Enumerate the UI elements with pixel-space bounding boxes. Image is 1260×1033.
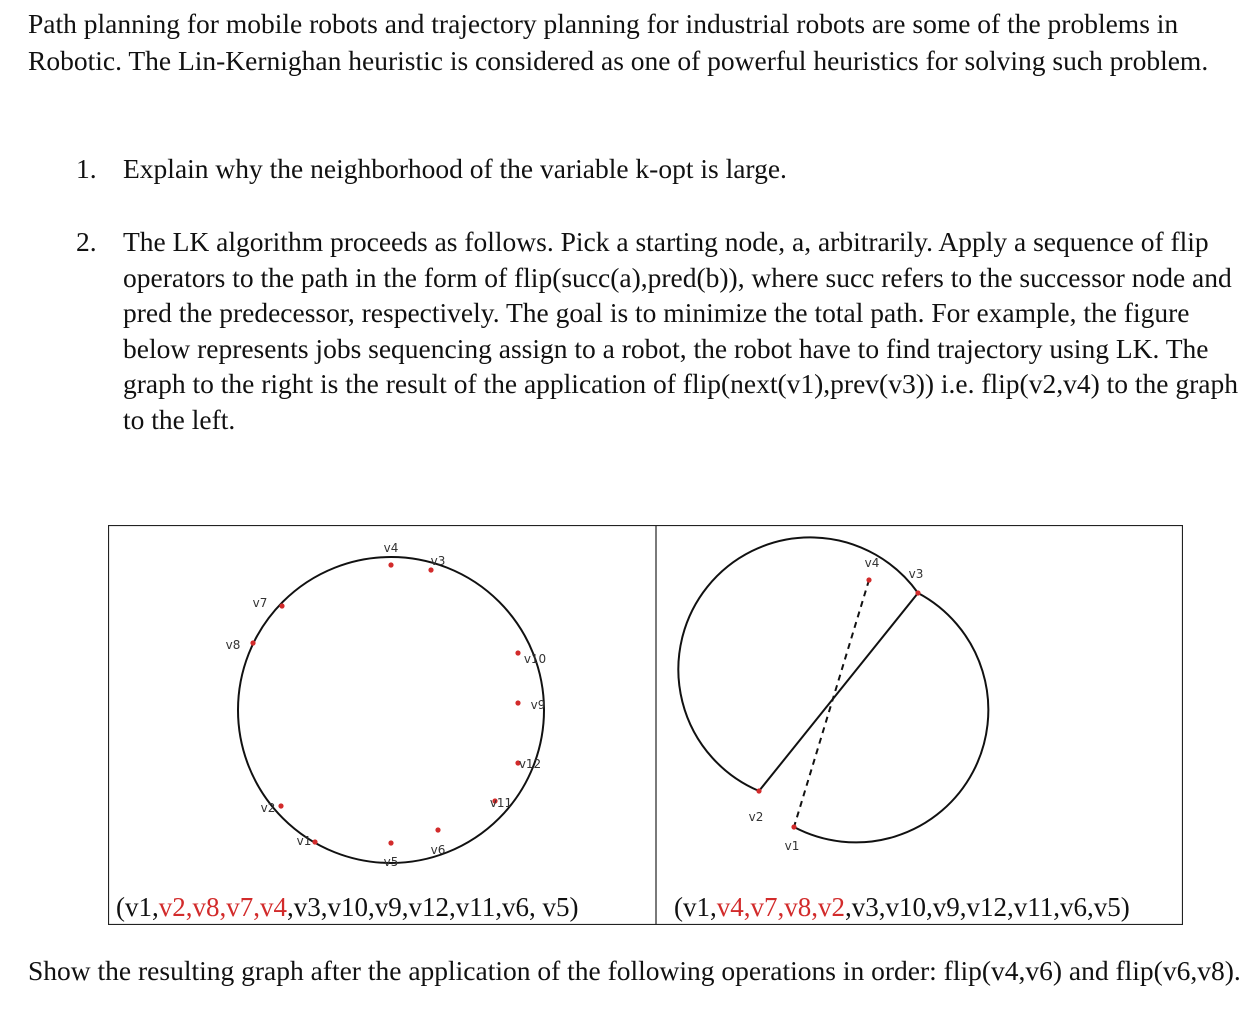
right-arc-upper bbox=[678, 537, 918, 791]
caption-part-2: ,v3,v10,v9,v12,v11,v6, v5) bbox=[287, 892, 579, 922]
node-label-v6: v6 bbox=[430, 843, 446, 857]
list-item-text: The LK algorithm proceeds as follows. Pick a starting node, a, arbitrarily. Apply a sequence of flip operators to the path in the form of flip(succ(a),pred(b)), where succ refers to the successor node and pred the predecessor, respectively. The goal is to minimize the total path. For example, the figure below represents jobs sequencing assign to a robot, the robot have to find trajectory using LK. The graph to the right is the result of the application of flip(next(v1),prev(v3)) i.e. flip(v2,v4) to the graph to the left. bbox=[123, 226, 1238, 435]
node-marker-v8 bbox=[250, 640, 255, 645]
node-label-v1: v1 bbox=[296, 834, 312, 848]
caption-part-0: (v1, bbox=[116, 892, 159, 922]
node-marker-v3 bbox=[428, 567, 433, 572]
node-label-v2: v2 bbox=[748, 810, 764, 824]
caption-part-2: ,v3,v10,v9,v12,v11,v6,v5) bbox=[845, 892, 1130, 922]
caption-part-1: v2,v8,v7,v4 bbox=[158, 892, 287, 922]
figure-frame bbox=[109, 526, 1183, 925]
node-label-v4: v4 bbox=[383, 541, 399, 555]
left-tour-cycle bbox=[238, 557, 547, 863]
node-marker-v7 bbox=[279, 603, 284, 608]
node-label-v1: v1 bbox=[784, 839, 800, 853]
node-label-v12: v12 bbox=[518, 757, 542, 771]
node-marker-v1 bbox=[312, 839, 317, 844]
left-graph bbox=[226, 541, 547, 869]
left-caption bbox=[116, 892, 579, 922]
node-label-v3: v3 bbox=[908, 567, 924, 581]
intro-paragraph: Path planning for mobile robots and trajectory planning for industrial robots are some of the problems in Robotic. The Lin-Kernighan heuristic is considered as one of powerful heuristics for solving such problem. bbox=[28, 8, 1209, 76]
right-new-edge bbox=[759, 593, 918, 791]
node-marker-v2 bbox=[278, 803, 283, 808]
node-marker-v9 bbox=[515, 700, 520, 705]
node-label-v10: v10 bbox=[523, 652, 547, 666]
node-label-v2: v2 bbox=[260, 801, 276, 815]
right-dashed-edge bbox=[794, 580, 869, 827]
right-caption bbox=[674, 892, 1130, 922]
right-nodes bbox=[749, 556, 924, 853]
right-arc-lower bbox=[794, 593, 988, 842]
figure bbox=[108, 525, 1183, 925]
node-marker-v1 bbox=[791, 824, 796, 829]
node-label-v11: v11 bbox=[489, 796, 513, 810]
node-label-v3: v3 bbox=[430, 554, 446, 568]
right-graph bbox=[678, 537, 988, 853]
list-item-text: Explain why the neighborhood of the variable k-opt is large. bbox=[123, 153, 787, 184]
caption-part-0: (v1, bbox=[674, 892, 717, 922]
node-marker-v4 bbox=[866, 577, 871, 582]
list-item-number: 2. bbox=[76, 226, 97, 257]
node-label-v9: v9 bbox=[530, 698, 546, 712]
node-marker-v6 bbox=[435, 827, 440, 832]
node-marker-v3 bbox=[915, 590, 920, 595]
node-label-v4: v4 bbox=[864, 556, 880, 570]
node-label-v5: v5 bbox=[383, 855, 399, 869]
caption-part-1: v4,v7,v8,v2 bbox=[716, 892, 845, 922]
node-label-v8: v8 bbox=[225, 638, 241, 652]
node-marker-v2 bbox=[756, 788, 761, 793]
node-marker-v10 bbox=[515, 650, 520, 655]
final-question: Show the resulting graph after the application of the following operations in order: flip(v4,v6) and flip(v6,v8). bbox=[28, 955, 1241, 986]
node-label-v7: v7 bbox=[252, 596, 268, 610]
list-item-number: 1. bbox=[76, 153, 97, 184]
node-marker-v5 bbox=[388, 840, 393, 845]
node-marker-v4 bbox=[388, 562, 393, 567]
